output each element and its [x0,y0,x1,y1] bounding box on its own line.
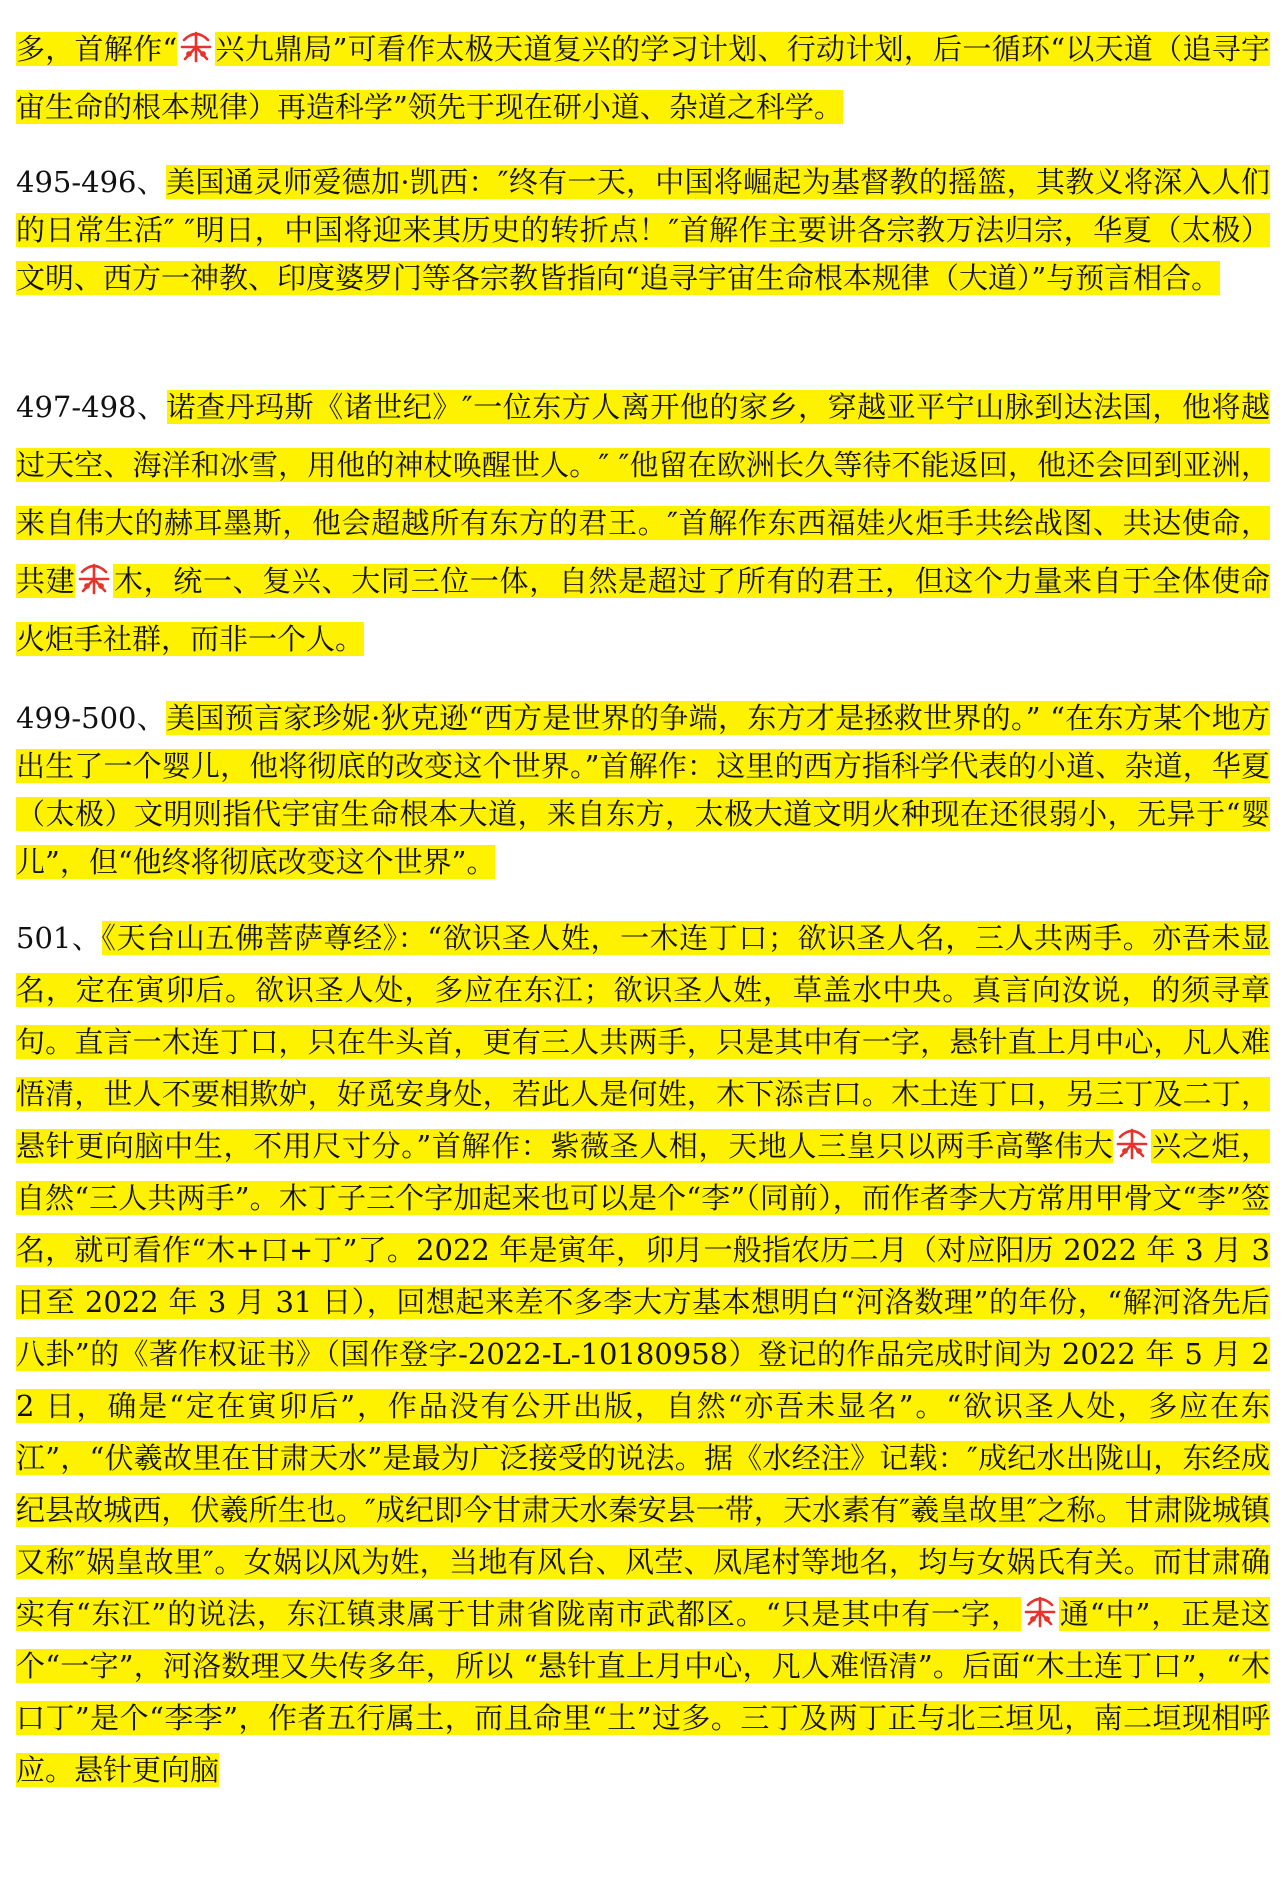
highlighted-text: 兴九鼎局”可看作太极天道复兴的学习计划、行动计划，后一循环“以天道（追寻宇宙生命的根本规律）再造科学”领先于现在研小道、杂道之科学。 [16,32,1270,124]
paragraph-number: 497-498、 [16,390,167,424]
highlighted-text: 通“中”，正是这个“一字”，河洛数理又失传多年，所以 “悬针直上月中心，凡人难悟清”。后面“木土连丁口”，“木口丁”是个“李李”，作者五行属土，而且命里“土”过多。三丁及两丁正与北三垣见，南二垣现相呼应。悬针更向脑 [16,1597,1270,1787]
oracle-bone-character-icon [1115,1124,1149,1160]
highlighted-text: 木，统一、复兴、大同三位一体，自然是超过了所有的君王，但这个力量来自于全体使命火炬手社群，而非一个人。 [16,564,1270,656]
highlighted-text: 多，首解作“ [16,32,178,66]
highlighted-text: 诺查丹玛斯《诸世纪》″一位东方人离开他的家乡，穿越亚平宁山脉到达法国，他将越过天空、海洋和冰雪，用他的神杖唤醒世人。″ ″他留在欧洲长久等待不能返回，他还会回到亚洲，来自伟大的赫耳墨斯，他会超越所有东方的君王。″首解作东西福娃火炬手共绘战图、共达使命，共建 [16,390,1270,598]
highlighted-text: 美国预言家珍妮·狄克逊“西方是世界的争端，东方才是拯救世界的。” “在东方某个地方出生了一个婴儿，他将彻底的改变这个世界。”首解作：这里的西方指科学代表的小道、杂道，华夏（太极）文明则指代宇宙生命根本大道，来自东方，太极大道文明火种现在还很弱小，无异于“婴儿”，但“他终将彻底改变这个世界”。 [16,701,1270,879]
paragraph-continuation [16,20,1270,140]
oracle-bone-character-icon [179,27,213,63]
paragraph-499-500 [16,694,1270,894]
oracle-bone-character-icon [77,559,111,595]
paragraph-495-496 [16,158,1270,356]
paragraph-501 [16,912,1270,1902]
paragraph-number: 495-496、 [16,165,167,199]
paragraph-497-498 [16,378,1270,678]
highlighted-text: 美国通灵师爱德加·凯西：″终有一天，中国将崛起为基督教的摇篮，其教义将深入人们的日常生活″ ″明日，中国将迎来其历史的转折点！″首解作主要讲各宗教万法归宗，华夏（太极）文明、西方一神教、印度婆罗门等各宗教皆指向“追寻宇宙生命根本规律（大道）”与预言相合。 [16,165,1270,295]
paragraph-number: 501、 [16,921,102,955]
oracle-bone-character-icon [1023,1592,1057,1628]
highlighted-text: 兴之炬，自然“三人共两手”。木丁子三个字加起来也可以是个“李”（同前），而作者李大方常用甲骨文“李”签名，就可看作“木+口+丁”了。2022 年是寅年，卯月一般指农历二月（对应阳历 2022 年 3 月 3 日至 2022 年 3 月 31 日），回想起来差不多李大方基本想明白“河洛数理”的年份，“解河洛先后八卦”的《著作权证书》（国作登字-2022-L-10180958）登记的作品完成时间为 2022 年 5 月 22 日，确是“定在寅卯后”，作品没有公开出版，自然“亦吾未显名”。“欲识圣人处，多应在东江”，“伏羲故里在甘肃天水”是最为广泛接受的说法。据《水经注》记载：″成纪水出陇山，东经成纪县故城西，伏羲所生也。″成纪即今甘肃天水秦安县一带，天水素有″羲皇故里″之称。甘肃陇城镇又称″娲皇故里″。女娲以风为姓，当地有风台、风茔、凤尾村等地名，均与女娲氏有关。而甘肃确实有“东江”的说法，东江镇隶属于甘肃省陇南市武都区。“只是其中有一字， [16,1129,1270,1631]
paragraph-number: 499-500、 [16,701,167,735]
highlighted-text: 《天台山五佛菩萨尊经》：“欲识圣人姓，一木连丁口；欲识圣人名，三人共两手。亦吾未显名，定在寅卯后。欲识圣人处，多应在东江；欲识圣人姓，草盖水中央。真言向汝说，的须寻章句。直言一木连丁口，只在牛头首，更有三人共两手，只是其中有一字，悬针直上月中心，凡人难悟清，世人不要相欺妒，好觅安身处，若此人是何姓，木下添吉口。木土连丁口，另三丁及二丁，悬针更向脑中生，不用尺寸分。”首解作：紫薇圣人相，天地人三皇只以两手高擎伟大 [16,921,1270,1163]
